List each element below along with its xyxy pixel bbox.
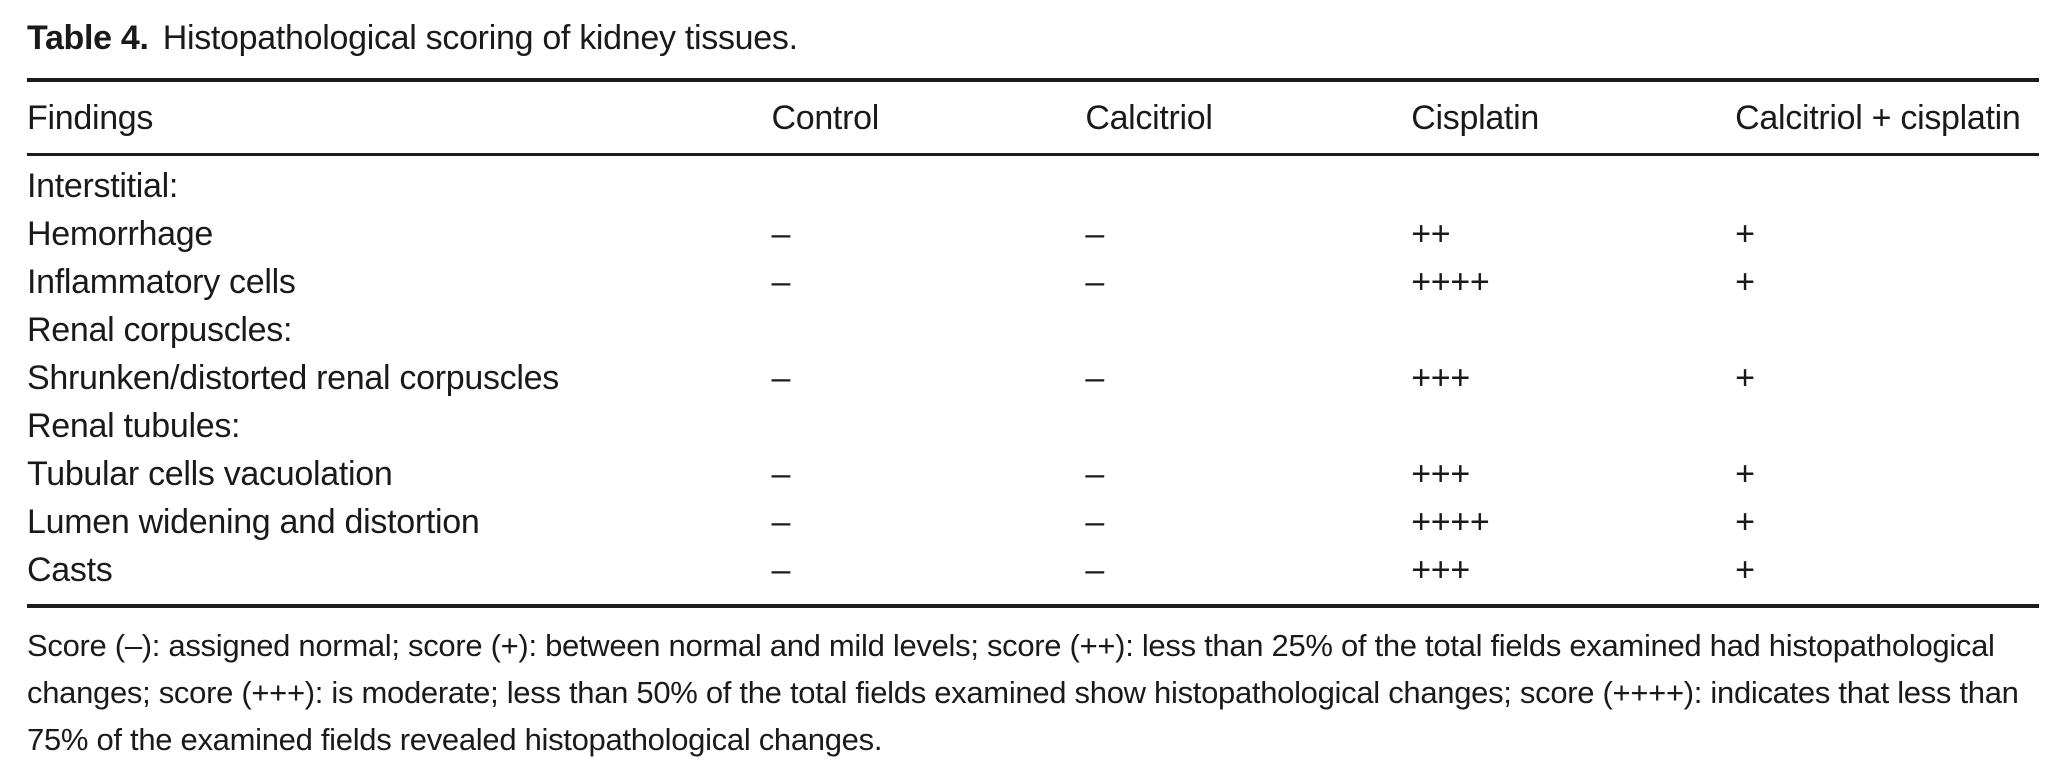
column-header-cisplatin: Cisplatin — [1411, 80, 1735, 155]
score-cell — [1085, 155, 1411, 211]
score-cell — [1085, 306, 1411, 354]
score-cell — [1735, 402, 2039, 450]
score-cell — [1411, 306, 1735, 354]
scoring-table — [27, 78, 2039, 608]
score-cell: + — [1735, 502, 1755, 541]
score-cell: +++ — [1411, 454, 1470, 493]
score-cell: + — [1735, 262, 1755, 301]
score-cell: – — [1085, 550, 1104, 589]
column-header-findings: Findings — [27, 80, 771, 155]
score-cell: + — [1735, 454, 1755, 493]
table-row — [27, 354, 2039, 402]
table-row — [27, 498, 2039, 546]
score-cell — [771, 306, 1085, 354]
score-cell — [1735, 155, 2039, 211]
score-cell: – — [771, 214, 791, 253]
table-header-row — [27, 80, 2039, 155]
score-cell: +++ — [1411, 550, 1470, 589]
table-row — [27, 546, 2039, 606]
finding-group-cell: Renal tubules: — [27, 406, 241, 445]
score-cell: – — [771, 262, 791, 301]
table-row — [27, 210, 2039, 258]
score-cell: ++++ — [1411, 502, 1490, 541]
finding-group-cell: Interstitial: — [27, 166, 179, 205]
score-cell: + — [1735, 550, 1755, 589]
score-cell: – — [1085, 358, 1104, 397]
table-row — [27, 402, 2039, 450]
finding-cell: Shrunken/distorted renal corpuscles — [27, 358, 559, 397]
score-cell: – — [1085, 262, 1104, 301]
table-caption-text: Histopathological scoring of kidney tissues. — [162, 19, 798, 57]
table-caption — [27, 16, 2039, 78]
finding-cell: Casts — [27, 550, 113, 589]
score-cell — [1085, 402, 1411, 450]
table-row — [27, 258, 2039, 306]
score-cell — [771, 155, 1085, 211]
score-cell — [1411, 402, 1735, 450]
score-cell: + — [1735, 358, 1755, 397]
column-header-calcitriol: Calcitriol — [1085, 80, 1411, 155]
score-cell: – — [1085, 454, 1104, 493]
column-header-calcitriol-cisplatin: Calcitriol + cisplatin — [1735, 80, 2039, 155]
column-header-control: Control — [771, 80, 1085, 155]
table-row — [27, 306, 2039, 354]
score-cell: ++ — [1411, 214, 1451, 253]
finding-cell: Tubular cells vacuolation — [27, 454, 393, 493]
score-cell: – — [771, 358, 791, 397]
table-row — [27, 450, 2039, 498]
score-cell: – — [1085, 214, 1104, 253]
score-cell — [1411, 155, 1735, 211]
score-cell: – — [771, 502, 791, 541]
score-cell — [771, 402, 1085, 450]
finding-cell: Hemorrhage — [27, 214, 213, 253]
score-cell: – — [1085, 502, 1104, 541]
score-cell: + — [1735, 214, 1755, 253]
table-footnote: Score (–): assigned normal; score (+): between normal and mild levels; score (++): less than 25% of the total fields examined had histopathological changes; score (+++): is moderate; less than 50% of the total fields examined show histopathological changes; score (++++): indicates that less than 75% of the examined fields revealed histopathological changes. — [27, 628, 2019, 757]
finding-cell: Lumen widening and distortion — [27, 502, 480, 541]
score-cell: – — [771, 454, 791, 493]
score-cell: – — [771, 550, 791, 589]
score-cell: +++ — [1411, 358, 1470, 397]
finding-cell: Inflammatory cells — [27, 262, 296, 301]
table-row — [27, 155, 2039, 211]
score-cell: ++++ — [1411, 262, 1490, 301]
finding-group-cell: Renal corpuscles: — [27, 310, 293, 349]
score-cell — [1735, 306, 2039, 354]
table-caption-label: Table 4. — [27, 19, 149, 57]
